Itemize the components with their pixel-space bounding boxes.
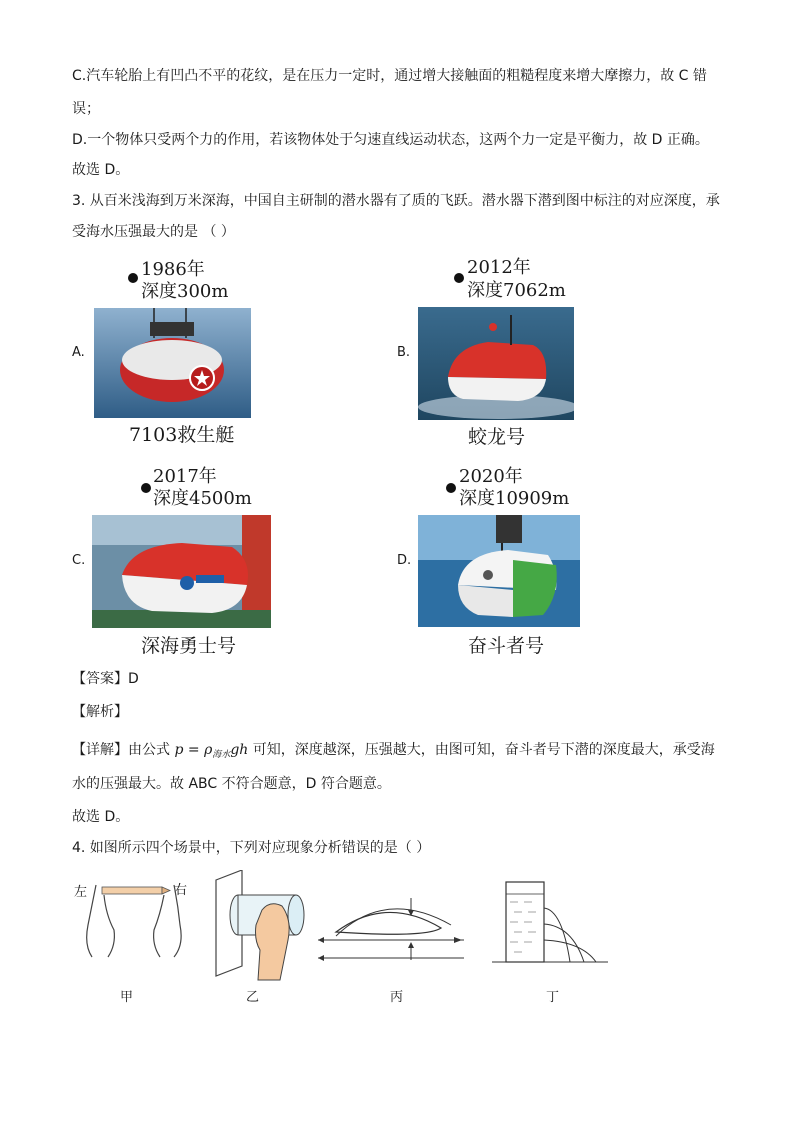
option-c-explanation-line2: 误； — [72, 101, 100, 117]
option-d-depth: 深度10909m — [459, 488, 570, 509]
figure-yi-label: 乙 — [246, 990, 260, 1005]
detail-suffix: 可知，深度越深，压强越大，由图可知，奋斗者号下潜的深度最大，承受海 — [252, 742, 715, 758]
answer-line: 【答案】D — [72, 671, 139, 687]
figure-bing-label: 丙 — [390, 990, 404, 1005]
bullet-dot — [454, 273, 464, 283]
bullet-dot — [128, 273, 138, 283]
option-a-caption: 7103救生艇 — [129, 424, 235, 446]
option-d-photo — [418, 515, 580, 627]
option-a-photo — [94, 308, 251, 418]
bullet-dot — [141, 483, 151, 493]
formula: $p = \rho_{海水}gh$ — [174, 742, 249, 760]
conclusion-1: 故选 D。 — [72, 162, 130, 178]
cup-against-wall-icon — [210, 870, 310, 982]
pencil-between-fingers-icon — [74, 875, 194, 985]
option-d-year: 2020年 — [459, 466, 523, 487]
fendouzhe-submarine-image — [418, 515, 580, 627]
figure-jia — [74, 875, 194, 985]
bullet-dot — [446, 483, 456, 493]
wing-airflow-icon — [316, 880, 466, 970]
option-c-explanation-line1: C.汽车轮胎上有凹凸不平的花纹，是在压力一定时，通过增大接触面的粗糙程度来增大摩擦力，故 C 错 — [72, 68, 707, 84]
label-right: 右 — [174, 883, 188, 898]
submarine-7103-image — [94, 308, 251, 418]
question-4-line: 4. 如图所示四个场景中，下列对应现象分析错误的是（ ） — [72, 840, 431, 856]
option-b-depth: 深度7062m — [467, 280, 566, 301]
option-a-depth: 深度300m — [141, 281, 229, 302]
jiaolong-submarine-image — [418, 307, 574, 420]
option-b-year: 2012年 — [467, 257, 531, 278]
shenhai-yongshi-image — [92, 515, 271, 628]
figure-ding — [492, 880, 608, 968]
detail-prefix: 【详解】由公式 — [72, 742, 170, 758]
option-d-explanation: D.一个物体只受两个力的作用，若该物体处于匀速直线运动状态，这两个力一定是平衡力，故 D 正确。 — [72, 132, 709, 148]
option-c-year: 2017年 — [153, 466, 217, 487]
figure-ding-label: 丁 — [546, 990, 560, 1005]
analysis-heading: 【解析】 — [72, 704, 128, 720]
conclusion-2: 故选 D。 — [72, 809, 130, 825]
option-a-letter: A. — [72, 345, 85, 360]
option-b-letter: B. — [397, 345, 411, 360]
option-c-depth: 深度4500m — [153, 488, 252, 509]
option-a-year: 1986年 — [141, 259, 205, 280]
detail-line1 — [72, 740, 715, 765]
figure-bing — [316, 880, 466, 970]
option-b-caption: 蛟龙号 — [468, 426, 526, 448]
option-d-caption: 奋斗者号 — [468, 635, 545, 657]
option-c-letter: C. — [72, 553, 86, 568]
figure-yi — [210, 870, 310, 982]
option-c-photo — [92, 515, 271, 628]
detail-line2: 水的压强最大。故 ABC 不符合题意，D 符合题意。 — [72, 776, 391, 792]
option-d-letter: D. — [397, 553, 412, 568]
label-left: 左 — [74, 885, 88, 900]
option-b-photo — [418, 307, 574, 420]
question-3-line1: 3. 从百米浅海到万米深海，中国自主研制的潜水器有了质的飞跃。潜水器下潜到图中标注的对应深度，承 — [72, 193, 720, 209]
question-3-line2: 受海水压强最大的是 （ ） — [72, 224, 235, 240]
water-jets-container-icon — [492, 880, 608, 968]
option-c-caption: 深海勇士号 — [141, 635, 237, 657]
figure-jia-label: 甲 — [120, 990, 134, 1005]
